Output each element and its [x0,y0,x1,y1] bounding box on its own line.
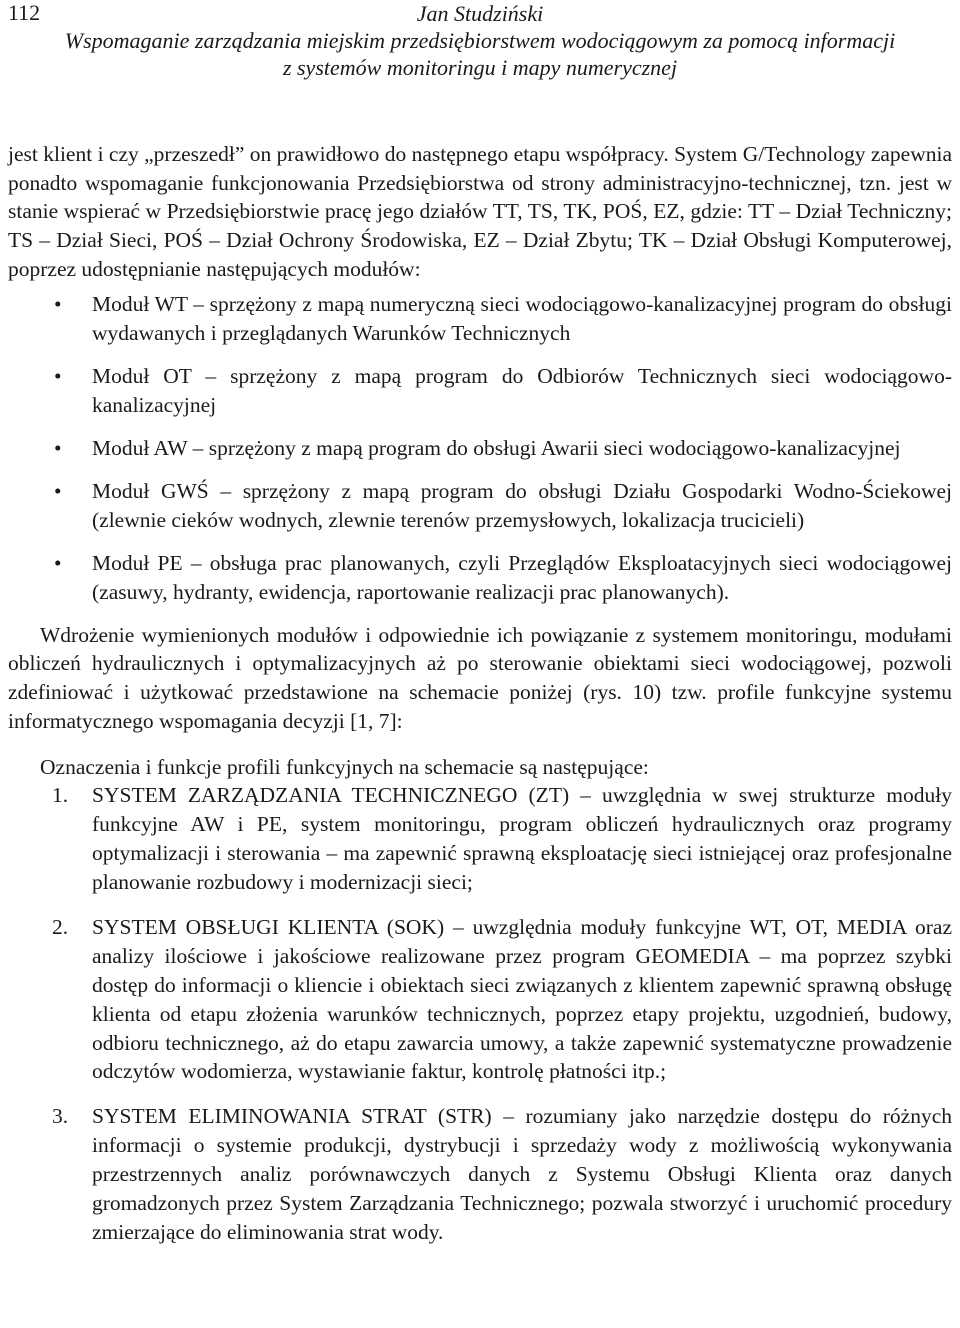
module-text: Moduł OT – sprzężony z mapą program do Odbiorów Technicznych sieci wodociągowo-kanalizacyjnej [92,363,952,417]
module-text: Moduł GWŚ – sprzężony z mapą program do obsługi Działu Gospodarki Wodno-Ściekowej (zlewnie cieków wodnych, zlewnie terenów przemysłowych, lokalizacja trucicieli) [92,478,952,532]
bullet-icon: • [54,550,62,575]
header-title-line2: z systemów monitoringu i mapy numerycznej [282,55,678,80]
item-number: 1. [52,783,69,808]
page-header [0,0,960,80]
intro-paragraph: jest klient i czy „przeszedł” on prawidłowo do następnego etapu współpracy. System G/Technology zapewnia ponadto wspomaganie funkcjonowania Przedsiębiorstwa od strony administracyjno-technicznej, tzn. jest w stanie wspierać w Przedsiębiorstwie pracę jego działów TT, TS, TK, POŚ, EZ, gdzie: TT – Dział Techniczny; TS – Dział Sieci, POŚ – Dział Ochrony Środowiska, EZ – Dział Zbytu; TK – Dział Obsługi Komputerowej, poprzez udostępnianie następujących modułów: [8,142,953,281]
header-author: Jan Studziński [416,1,544,26]
implementation-paragraph: Wdrożenie wymienionych modułów i odpowiednie ich powiązanie z systemem monitoringu, modułami obliczeń hydraulicznych i optymalizacyjnych aż po sterowanie obiektami sieci wodociągowej, pozwoli zdefiniować i użytkować przedstawione na schemacie poniżej (rys. 10) tzw. profile funkcyjne systemu informatycznego wspomagania decyzji [1, 7]: [8,622,952,733]
profile-text: SYSTEM OBSŁUGI KLIENTA (SOK) – uwzględnia moduły funkcyjne WT, OT, MEDIA oraz analizy ilościowe i jakościowe realizowane przez program GEOMEDIA – ma poprzez szybki dostęp do informacji o kliencie i obiektach sieci związanych z klientem zapewnić sprawną obsługę klienta od etapu złożenia warunków technicznych, poprzez etapy projektu, uzgodnień, budowy, odbioru technicznego, aż do etapu zawarcia umowy, a także zapewnić systematyczne prowadzenie odczytów wodomierza, wystawianie faktur, kontrolę płatności itp.; [92,914,952,1084]
profile-text: SYSTEM ELIMINOWANIA STRAT (STR) – rozumiany jako narzędzie dostępu do różnych informacji o systemie produkcji, dystrybucji i sprzedaży wody z możliwością wykonywania przestrzennych analiz porównawczych danych z Systemu Obsługi Klienta oraz danych gromadzonych przez System Zarządzania Technicznego; pozwala stworzyć i uruchomić procedury zmierzające do eliminowania strat wody. [92,1104,952,1245]
header-title-line1: Wspomaganie zarządzania miejskim przedsiębiorstwem wodociągowym za pomocą informacji [64,28,896,53]
module-text: Moduł AW – sprzężony z mapą program do obsługi Awarii sieci wodociągowo-kanalizacyjnej [92,435,901,460]
bullet-icon: • [54,435,62,460]
item-number: 2. [52,914,69,939]
bullet-icon: • [54,291,62,316]
profile-text: SYSTEM ZARZĄDZANIA TECHNICZNEGO (ZT) – uwzględnia w swej strukturze moduły funkcyjne AW i PE, system monitoringu, program obliczeń hydraulicznych oraz programy optymalizacji i sterowania – ma zapewnić sprawną eksploatację sieci istniejącej oraz profesjonalne planowanie rozbudowy i modernizacji sieci; [92,783,952,895]
list-item [8,362,952,420]
list-item [8,290,952,348]
list-item [8,781,952,897]
list-item [8,1102,952,1247]
module-list [8,290,952,607]
list-item [8,549,952,607]
module-text: Moduł WT – sprzężony z mapą numeryczną sieci wodociągowo-kanalizacyjnej program do obsługi wydawanych i przeglądanych Warunków Technicznych [92,291,952,345]
page-body [8,140,952,1263]
profile-list [8,781,952,1247]
list-item [8,477,952,535]
bullet-icon: • [54,478,62,503]
list-lead: Oznaczenia i funkcje profili funkcyjnych na schemacie są następujące: [40,755,649,780]
bullet-icon: • [54,363,62,388]
module-text: Moduł PE – obsługa prac planowanych, czyli Przeglądów Eksploatacyjnych sieci wodociągowej (zasuwy, hydranty, ewidencja, raportowanie realizacji prac planowanych). [92,550,952,604]
item-number: 3. [52,1104,69,1129]
list-item [8,434,952,463]
page-number: 112 [8,0,41,25]
list-item [8,913,952,1086]
